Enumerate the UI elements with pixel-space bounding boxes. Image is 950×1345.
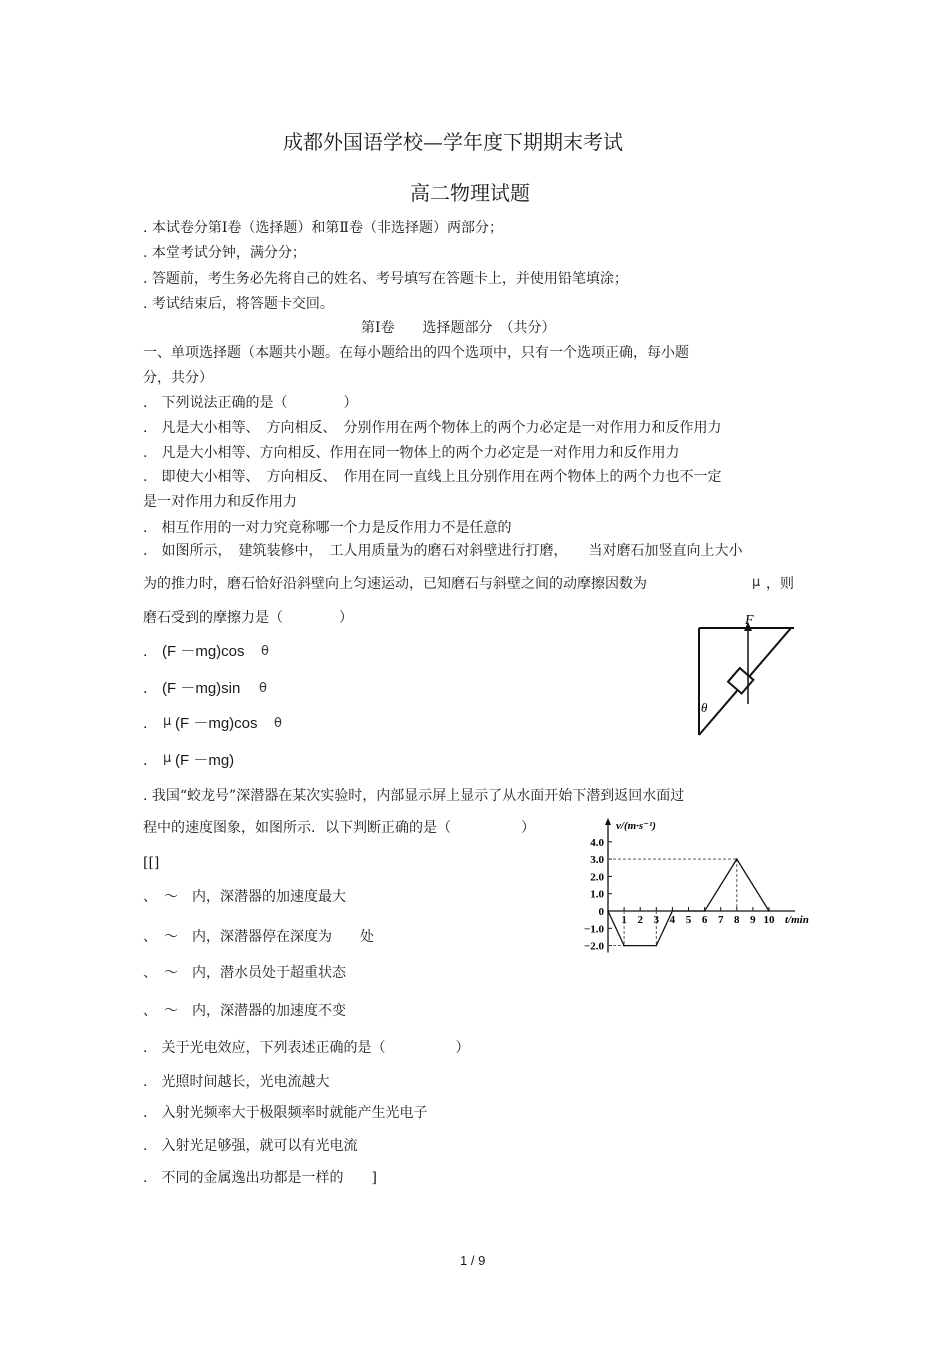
exam-subtitle: 高二物理试题	[410, 181, 530, 205]
data-point	[768, 910, 770, 912]
q4-option-c: . 入射光足够强，就可以有光电流	[143, 1138, 358, 1154]
x-tick-label: 1	[621, 914, 627, 926]
x-tick-label: 5	[685, 914, 692, 926]
q2-stem-line3: 磨石受到的摩擦力是（ ）	[143, 610, 353, 626]
q1-option-a: . 凡是大小相等、 方向相反、 分别作用在两个物体上的两个力必定是一对作用力和反作用力	[143, 420, 722, 436]
q2-stem-line2: 为的推力时，磨石恰好沿斜壁向上匀速运动，已知磨石与斜壁之间的动摩擦因数为	[143, 576, 647, 592]
q1-stem: . 下列说法正确的是（ ）	[143, 395, 358, 411]
q1-option-c-cont: 是一对作用力和反作用力	[143, 494, 297, 510]
data-point	[623, 945, 625, 947]
note-1: . 本试卷分第Ⅰ卷（选择题）和第Ⅱ卷（非选择题）两部分；	[143, 220, 503, 236]
angle-label: θ	[701, 700, 708, 715]
q3-option-a: 、 ～ 内，深潜器的加速度最大	[143, 889, 346, 905]
y-tick-label: 1.0	[590, 888, 604, 901]
q2-option-b-bullet: .	[143, 681, 148, 697]
q4-option-b: . 入射光频率大于极限频率时就能产生光电子	[143, 1105, 428, 1121]
x-axis-label: t/min	[785, 914, 809, 926]
x-tick-label: 6	[701, 914, 708, 926]
exam-title: 成都外国语学校—学年度下期期末考试	[283, 130, 623, 154]
section-heading: 一、单项选择题（本题共小题。在每小题给出的四个选项中，只有一个选项正确，每小题	[143, 345, 689, 361]
velocity-time-chart	[575, 815, 820, 960]
mu-symbol: μ	[163, 714, 172, 729]
q3-stem-line2: 程中的速度图象，如图所示．以下判断正确的是（ ）	[143, 820, 535, 836]
y-tick-label: 4.0	[590, 836, 604, 849]
data-point	[607, 910, 609, 912]
theta-symbol: θ	[274, 716, 282, 731]
q2-option-c-bullet: .	[143, 716, 148, 732]
q2-option-d-bullet: .	[143, 753, 148, 769]
x-tick-label: 10	[763, 914, 775, 926]
q2-option-c: (F －mg)cos	[175, 715, 258, 732]
velocity-series-line	[608, 859, 769, 946]
q2-option-a: (F －mg)cos	[162, 643, 245, 660]
page-number: 1 / 9	[460, 1253, 486, 1268]
y-tick-label: 0	[598, 906, 604, 918]
note-4: . 考试结束后，将答题卡交回。	[143, 296, 334, 312]
x-tick-label: 8	[734, 914, 740, 926]
x-tick-label: 7	[717, 914, 724, 926]
q3-option-c: 、 ～ 内，潜水员处于超重状态	[143, 965, 346, 981]
q1-option-b: . 凡是大小相等、方向相反、作用在同一物体上的两个力必定是一对作用力和反作用力	[143, 445, 680, 461]
data-point	[656, 945, 658, 947]
q4-stem: . 关于光电效应，下列表述正确的是（ ）	[143, 1040, 470, 1056]
incline-figure	[690, 612, 800, 740]
theta-symbol: θ	[261, 644, 269, 659]
q3-option-b: 、 ～ 内，深潜器停在深度为 处	[143, 929, 374, 945]
y-tick-label: −2.0	[583, 940, 604, 953]
note-2: . 本堂考试分钟，满分分；	[143, 245, 306, 261]
x-tick-label: 4	[669, 914, 676, 926]
x-tick-label: 9	[750, 914, 756, 926]
data-point	[736, 858, 738, 860]
y-tick-label: 2.0	[590, 871, 604, 884]
q2-option-a-bullet: .	[143, 644, 148, 660]
q3-stem-line1: . 我国“蛟龙号”深潜器在某次实验时，内部显示屏上显示了从水面开始下潜到返回水面过	[143, 788, 685, 804]
part1-title: 第Ⅰ卷 选择题部分 （共分）	[361, 320, 556, 336]
q2-option-b: (F －mg)sin	[162, 680, 241, 697]
data-point	[672, 910, 674, 912]
y-tick-label: 3.0	[590, 854, 604, 867]
x-tick-label: 2	[637, 914, 643, 926]
q1-option-c: . 即使大小相等、 方向相反、 作用在同一直线上且分别作用在两个物体上的两个力也不一定	[143, 469, 722, 485]
y-axis-label: v/(m·s⁻¹)	[616, 820, 656, 832]
section-heading-cont: 分，共分）	[143, 370, 213, 386]
mu-symbol: μ	[163, 751, 172, 766]
q3-ref-mark: [[]	[143, 855, 160, 871]
note-3: . 答题前，考生务必先将自己的姓名、考号填写在答题卡上，并使用铅笔填涂；	[143, 271, 628, 287]
theta-symbol: θ	[259, 681, 267, 696]
q2-stem-line1: . 如图所示， 建筑装修中， 工人用质量为的磨石对斜壁进行打磨， 当对磨石加竖直向上大小	[143, 543, 743, 559]
x-tick-label: 3	[653, 914, 660, 926]
force-label: F	[745, 613, 754, 628]
block-square	[728, 668, 753, 693]
mu-symbol: μ	[752, 575, 761, 590]
y-tick-label: −1.0	[583, 923, 604, 936]
q3-option-d: 、 ～ 内，深潜器的加速度不变	[143, 1003, 346, 1019]
q4-option-a: . 光照时间越长，光电流越大	[143, 1074, 330, 1090]
q2-option-d: (F －mg)	[175, 752, 235, 769]
q2-stem-line2-end: ，则	[766, 576, 794, 592]
q1-option-d: . 相互作用的一对力究竟称哪一个力是反作用力不是任意的	[143, 520, 512, 536]
q4-option-d: . 不同的金属逸出功都是一样的 ]	[143, 1170, 377, 1186]
data-point	[704, 910, 706, 912]
y-axis-arrow-icon	[605, 818, 611, 825]
